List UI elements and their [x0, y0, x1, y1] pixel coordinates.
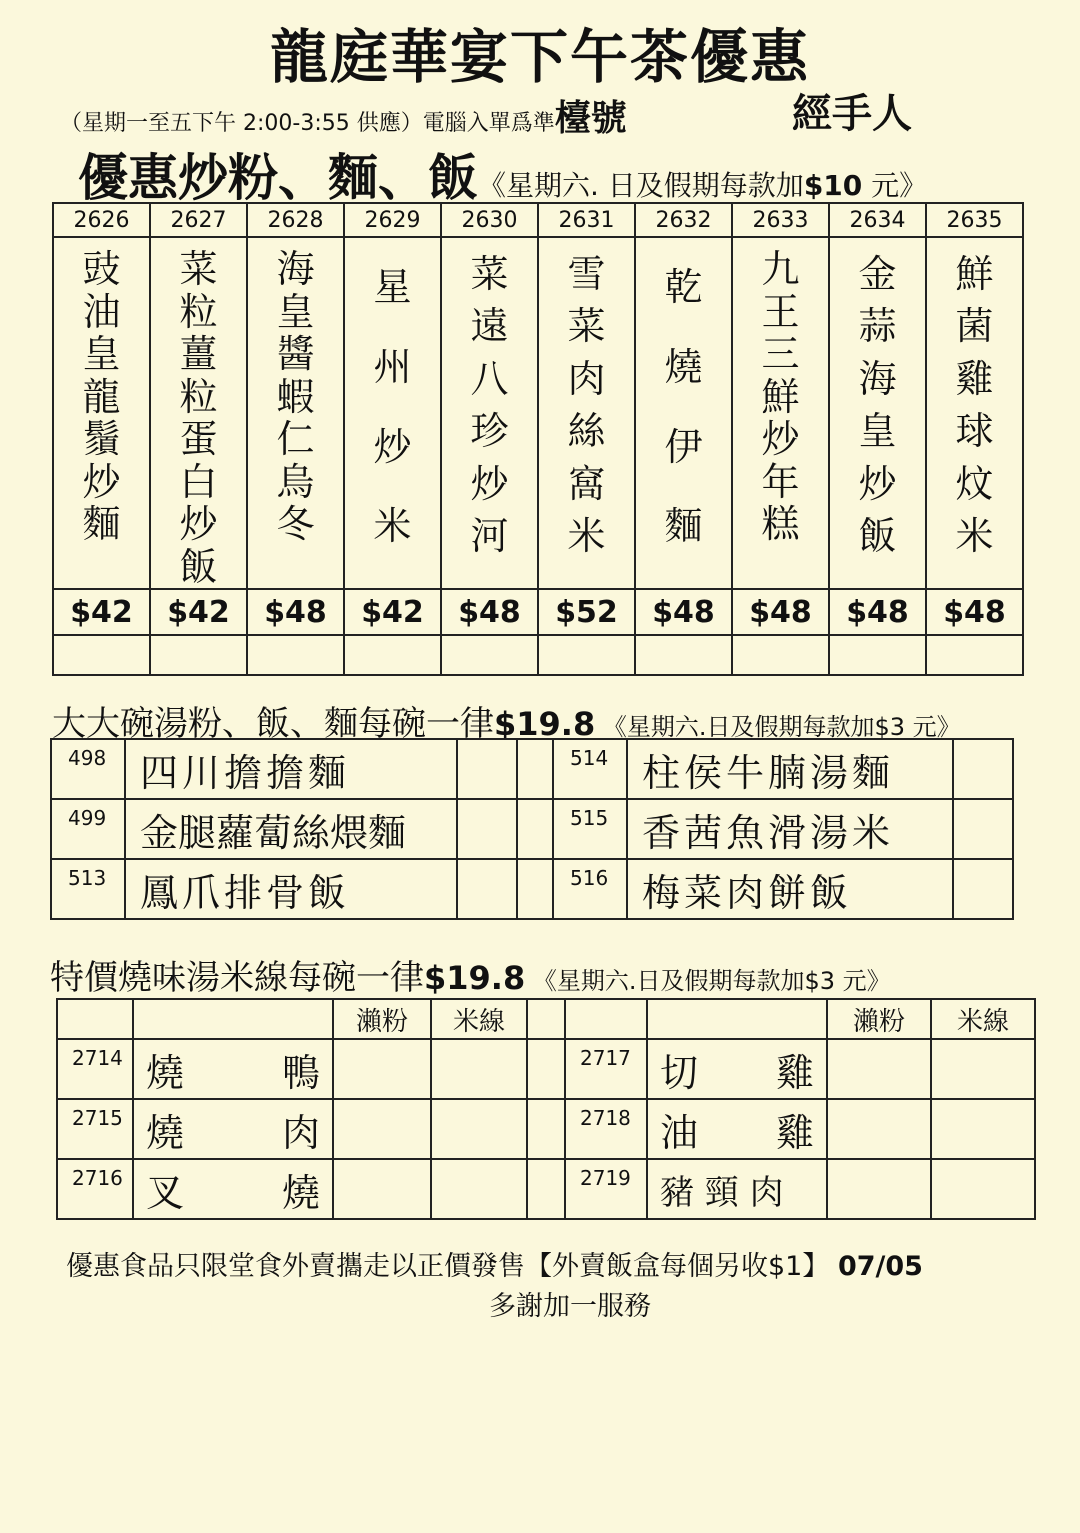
item-price: $42	[150, 589, 247, 635]
quantity-cell[interactable]	[517, 739, 553, 799]
quantity-cell[interactable]	[527, 1099, 565, 1159]
item-name-cell	[538, 237, 635, 589]
section3-note: 《星期六.日及假期每款加$3 元》	[525, 967, 891, 995]
item-code: 2714	[57, 1039, 133, 1099]
item-code: 2626	[53, 203, 150, 237]
item-name: 鮮菌雞球炆米	[955, 252, 994, 559]
section1-heading	[78, 138, 927, 210]
item-name-part: 燒	[281, 1170, 320, 1215]
item-name-part: 燒	[146, 1050, 185, 1095]
item-name-cell	[150, 237, 247, 589]
item-name: 四川擔擔麵	[125, 739, 457, 799]
item-name-cell	[829, 237, 926, 589]
quantity-cell[interactable]	[538, 635, 635, 675]
quantity-cell[interactable]	[829, 635, 926, 675]
quantity-cell[interactable]	[732, 635, 829, 675]
item-name: 鳳爪排骨飯	[125, 859, 457, 919]
item-price: $48	[635, 589, 732, 635]
item-name	[647, 1039, 827, 1099]
section3-title: 特價燒味湯米線每碗一律	[50, 958, 424, 998]
item-name: 菜粒薑粒蛋白炒飯	[179, 247, 218, 589]
quantity-cell[interactable]	[457, 799, 517, 859]
section3-heading	[50, 950, 891, 999]
item-name-part: 切	[660, 1050, 699, 1095]
section1-note-amount: $10	[803, 169, 863, 202]
item-name-cell	[732, 237, 829, 589]
quantity-cell[interactable]	[527, 1039, 565, 1099]
footer-service-charge: 多謝加一服務	[489, 1291, 651, 1322]
item-name: 菜遠八珍炒河	[470, 252, 509, 559]
item-name: 九王三鮮炒年糕	[761, 247, 800, 547]
header-blank	[527, 999, 565, 1039]
hours-text: （星期一至五下午 2:00-3:55 供應）電腦入單爲準	[60, 111, 555, 136]
item-code: 516	[553, 859, 627, 919]
item-name: 乾燒伊麵	[664, 265, 703, 549]
quantity-cell[interactable]	[635, 635, 732, 675]
section1-note	[478, 169, 927, 202]
quantity-cell[interactable]	[431, 1099, 527, 1159]
quantity-cell[interactable]	[333, 1159, 431, 1219]
item-name: 雪菜肉絲窩米	[567, 252, 606, 559]
quantity-cell[interactable]	[517, 799, 553, 859]
item-code: 2634	[829, 203, 926, 237]
quantity-cell[interactable]	[931, 1159, 1035, 1219]
item-price: $48	[926, 589, 1023, 635]
item-code: 513	[51, 859, 125, 919]
item-name-part: 叉	[146, 1170, 185, 1215]
column-header-rice-noodle: 米線	[431, 999, 527, 1039]
item-name	[133, 1159, 333, 1219]
item-code: 2628	[247, 203, 344, 237]
item-name-cell	[926, 237, 1023, 589]
item-code: 2719	[565, 1159, 647, 1219]
item-name-part: 雞	[775, 1110, 814, 1155]
item-code: 498	[51, 739, 125, 799]
item-name-part: 燒	[146, 1110, 185, 1155]
section2-price: $19.8	[494, 705, 596, 743]
section2-note: 《星期六.日及假期每款加$3 元》	[595, 713, 961, 741]
quantity-cell[interactable]	[926, 635, 1023, 675]
quantity-cell[interactable]	[953, 859, 1013, 919]
item-code: 2717	[565, 1039, 647, 1099]
quantity-cell[interactable]	[517, 859, 553, 919]
item-name-part: 鴨	[281, 1050, 320, 1095]
item-price: $42	[53, 589, 150, 635]
section2-title: 大大碗湯粉、飯、麵每碗一律	[52, 704, 494, 744]
quantity-cell[interactable]	[827, 1159, 931, 1219]
column-header-laifen: 瀨粉	[333, 999, 431, 1039]
page-title: 龍庭華宴下午茶優惠	[269, 23, 810, 91]
item-name-cell	[635, 237, 732, 589]
item-price: $48	[732, 589, 829, 635]
item-code: 514	[553, 739, 627, 799]
item-name: 星州炒米	[373, 265, 412, 549]
item-price: $48	[247, 589, 344, 635]
section3-price: $19.8	[424, 959, 526, 997]
quantity-cell[interactable]	[457, 739, 517, 799]
header-blank	[647, 999, 827, 1039]
item-price: $48	[441, 589, 538, 635]
service-hours	[60, 90, 627, 141]
footer-date: 07/05	[837, 1251, 923, 1282]
item-name: 金蒜海皇炒飯	[858, 252, 897, 559]
item-name: 海皇醬蝦仁烏冬	[276, 247, 315, 547]
item-name	[133, 1039, 333, 1099]
item-code: 2716	[57, 1159, 133, 1219]
item-price: $48	[829, 589, 926, 635]
table-number-label: 檯號	[554, 98, 627, 139]
quantity-cell[interactable]	[150, 635, 247, 675]
item-code: 2633	[732, 203, 829, 237]
item-name	[647, 1099, 827, 1159]
item-price: $52	[538, 589, 635, 635]
header-blank	[565, 999, 647, 1039]
soup-noodles-table	[50, 738, 1014, 920]
item-code: 2632	[635, 203, 732, 237]
item-name-part: 油	[660, 1110, 699, 1155]
item-code: 515	[553, 799, 627, 859]
handler-label: 經手人	[792, 90, 912, 137]
quantity-cell[interactable]	[457, 859, 517, 919]
item-code: 2631	[538, 203, 635, 237]
quantity-cell[interactable]	[431, 1159, 527, 1219]
item-code: 2630	[441, 203, 538, 237]
item-name-part: 雞	[775, 1050, 814, 1095]
item-name: 金腿蘿蔔絲煨麵	[125, 799, 457, 859]
item-code: 499	[51, 799, 125, 859]
column-header-rice-noodle: 米線	[931, 999, 1035, 1039]
item-name-cell	[441, 237, 538, 589]
header-blank	[57, 999, 133, 1039]
quantity-cell[interactable]	[333, 1039, 431, 1099]
quantity-cell[interactable]	[344, 635, 441, 675]
item-name: 豬 頸 肉	[647, 1159, 827, 1219]
section1-title: 優惠炒粉、麵、飯	[78, 148, 478, 207]
item-code: 2715	[57, 1099, 133, 1159]
quantity-cell[interactable]	[53, 635, 150, 675]
item-name-part: 肉	[281, 1110, 320, 1155]
quantity-cell[interactable]	[953, 799, 1013, 859]
item-code: 2718	[565, 1099, 647, 1159]
item-name-cell	[247, 237, 344, 589]
quantity-cell[interactable]	[333, 1099, 431, 1159]
item-name: 柱侯牛腩湯麵	[627, 739, 953, 799]
item-name	[133, 1099, 333, 1159]
item-price: $42	[344, 589, 441, 635]
footer-terms	[66, 1244, 923, 1283]
quantity-cell[interactable]	[247, 635, 344, 675]
quantity-cell[interactable]	[441, 635, 538, 675]
item-name-cell	[53, 237, 150, 589]
footer-terms-text: 優惠食品只限堂食外賣攜走以正價發售【外賣飯盒每個另收$1】	[66, 1251, 830, 1282]
section1-note-end: 元》	[862, 169, 928, 202]
quantity-cell[interactable]	[527, 1159, 565, 1219]
section1-note-text: 《星期六. 日及假期每款加	[478, 169, 804, 202]
quantity-cell[interactable]	[931, 1039, 1035, 1099]
header-blank	[133, 999, 333, 1039]
roast-meat-table	[56, 998, 1036, 1220]
quantity-cell[interactable]	[953, 739, 1013, 799]
fried-noodles-table	[52, 202, 1024, 676]
quantity-cell[interactable]	[931, 1099, 1035, 1159]
item-name: 豉油皇龍鬚炒麵	[82, 247, 121, 547]
item-name: 香茜魚滑湯米	[627, 799, 953, 859]
item-name-cell	[344, 237, 441, 589]
item-code: 2635	[926, 203, 1023, 237]
item-code: 2629	[344, 203, 441, 237]
item-name: 梅菜肉餅飯	[627, 859, 953, 919]
quantity-cell[interactable]	[827, 1099, 931, 1159]
item-code: 2627	[150, 203, 247, 237]
column-header-laifen: 瀨粉	[827, 999, 931, 1039]
quantity-cell[interactable]	[827, 1039, 931, 1099]
quantity-cell[interactable]	[431, 1039, 527, 1099]
